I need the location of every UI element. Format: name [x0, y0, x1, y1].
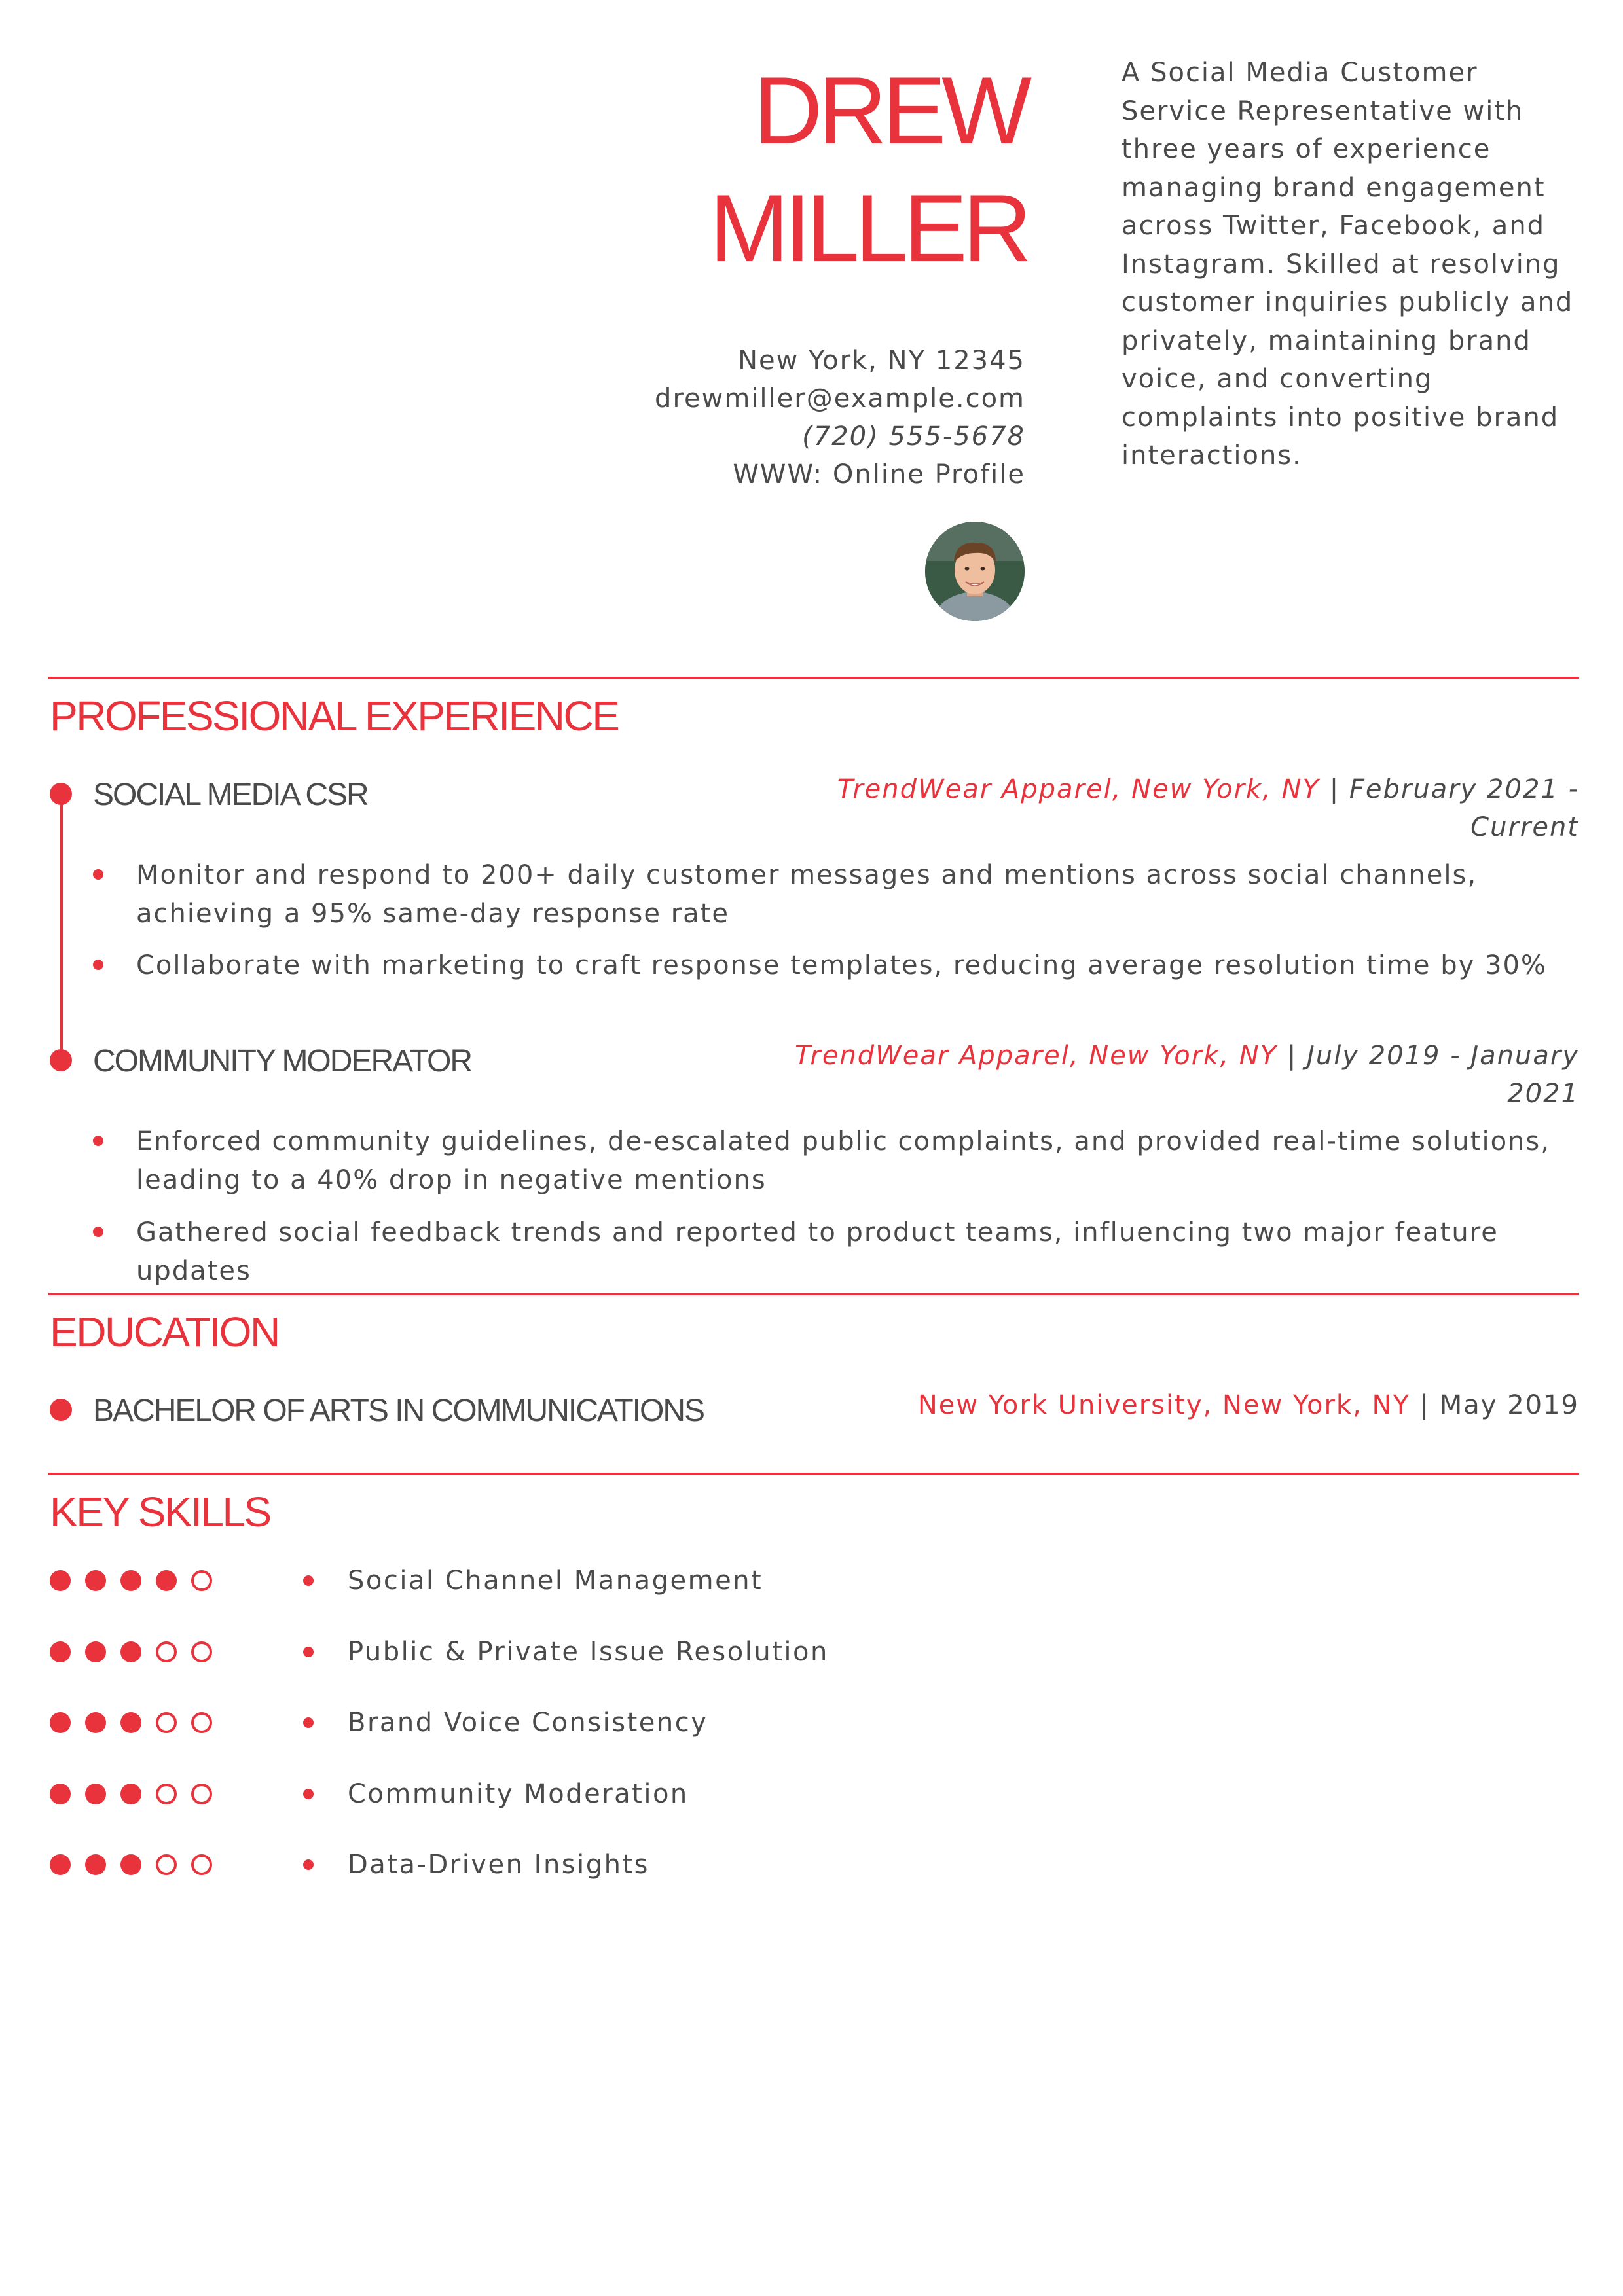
skill-rating-dot-filled: [120, 1784, 141, 1804]
avatar-portrait: [925, 522, 1025, 621]
skill-rating-dot-filled: [85, 1854, 106, 1875]
skill-rating-dot-filled: [50, 1784, 71, 1804]
skill-rating-dot-empty: [191, 1712, 212, 1733]
school-location: New York, NY: [1222, 1390, 1410, 1420]
meta-separator: |: [1277, 1041, 1307, 1071]
skill-rating-dot-filled: [85, 1641, 106, 1662]
graduation-date: May 2019: [1439, 1390, 1579, 1420]
job-location: New York, NY: [1131, 774, 1320, 804]
section-divider: [48, 1293, 1579, 1295]
bullet-dot: [93, 1227, 103, 1237]
skill-rating-dot-filled: [50, 1854, 71, 1875]
skills-heading: KEY SKILLS: [50, 1488, 270, 1535]
skill-rating-dot-filled: [50, 1712, 71, 1733]
skill-name: Social Channel Management: [348, 1566, 763, 1596]
job-bullet: Enforced community guidelines, de-escalated public complaints, and provided real-time solutions, leading to a 40% drop in negative mentions: [136, 1126, 1550, 1195]
skill-rating-dot-filled: [85, 1570, 106, 1591]
job-bullet: Monitor and respond to 200+ daily customer messages and mentions across social channels, achieving a 95% same-day response rate: [136, 860, 1478, 929]
contact-email[interactable]: drewmiller@example.com: [655, 384, 1025, 414]
job-meta: TrendWear Apparel, New York, NY | February 2021 - Current: [837, 774, 1579, 842]
timeline-dot: [50, 1049, 72, 1071]
timeline-line: [60, 793, 63, 1060]
bullet-dot: [303, 1789, 314, 1799]
skill-rating-dot-filled: [50, 1570, 71, 1591]
bullet-dot: [303, 1717, 314, 1728]
profile-photo: [925, 522, 1025, 621]
meta-separator: |: [1320, 774, 1349, 804]
job-meta: TrendWear Apparel, New York, NY | July 2019 - January 2021: [795, 1041, 1579, 1109]
skill-rating-dot-filled: [120, 1570, 141, 1591]
job-title: COMMUNITY MODERATOR: [93, 1044, 472, 1079]
job-bullet: Collaborate with marketing to craft response templates, reducing average resolution time by 30%: [136, 950, 1547, 980]
skill-rating-dot-filled: [120, 1854, 141, 1875]
skill-rating-dot-empty: [191, 1641, 212, 1662]
skill-rating-dot-filled: [156, 1570, 177, 1591]
skill-rating-dot-empty: [156, 1854, 177, 1875]
degree-title: BACHELOR OF ARTS IN COMMUNICATIONS: [93, 1393, 704, 1428]
skill-rating-dot-filled: [120, 1712, 141, 1733]
meta-separator: |: [1410, 1390, 1440, 1420]
bullet-dot: [303, 1575, 314, 1586]
skill-rating-dot-filled: [120, 1641, 141, 1662]
job-location: New York, NY: [1089, 1041, 1278, 1071]
skill-rating-dot-empty: [191, 1784, 212, 1804]
section-divider: [48, 677, 1579, 679]
skill-rating-dot-filled: [50, 1641, 71, 1662]
skill-rating-dot-empty: [156, 1712, 177, 1733]
school-name: New York University: [917, 1390, 1203, 1420]
contact-location: New York, NY 12345: [738, 346, 1025, 376]
last-name: MILLER: [709, 175, 1027, 281]
skill-name: Public & Private Issue Resolution: [348, 1636, 829, 1667]
skill-rating-dot-empty: [191, 1854, 212, 1875]
bullet-dot: [93, 960, 103, 970]
skill-rating-dot-filled: [85, 1712, 106, 1733]
skill-rating-dot-empty: [156, 1784, 177, 1804]
bullet-dot: [93, 869, 103, 880]
job-dates: February 2021 - Current: [1349, 774, 1579, 842]
education-dot: [50, 1399, 72, 1421]
timeline-dot: [50, 783, 72, 805]
skill-rating-dot-empty: [156, 1641, 177, 1662]
job-bullet: Gathered social feedback trends and reported to product teams, influencing two major feature updates: [136, 1217, 1499, 1286]
skill-rating-dot-empty: [191, 1570, 212, 1591]
education-meta: New York University, New York, NY | May 2019: [917, 1390, 1579, 1420]
job-dates: July 2019 - January 2021: [1307, 1041, 1579, 1109]
first-name: DREW: [753, 57, 1027, 164]
skill-name: Community Moderation: [348, 1778, 689, 1809]
experience-heading: PROFESSIONAL EXPERIENCE: [50, 692, 619, 740]
job-company: TrendWear Apparel: [837, 774, 1112, 804]
section-divider: [48, 1473, 1579, 1475]
contact-phone[interactable]: (720) 555-5678: [802, 422, 1025, 452]
skill-rating-dot-filled: [85, 1784, 106, 1804]
job-title: SOCIAL MEDIA CSR: [93, 778, 368, 812]
bullet-dot: [303, 1859, 314, 1870]
profile-summary: A Social Media Customer Service Representative with three years of experience managing brand engagement across Twitter, Facebook, and Instagram. Skilled at resolving customer inquiries publicly and privately, maintaining brand voice, and converting complaints into positive brand interactions.: [1122, 58, 1574, 471]
education-heading: EDUCATION: [50, 1308, 279, 1355]
skill-name: Brand Voice Consistency: [348, 1708, 708, 1738]
job-company: TrendWear Apparel: [795, 1041, 1070, 1071]
bullet-dot: [303, 1647, 314, 1657]
skill-name: Data-Driven Insights: [348, 1850, 650, 1880]
bullet-dot: [93, 1136, 103, 1146]
contact-website[interactable]: WWW: Online Profile: [733, 459, 1025, 490]
